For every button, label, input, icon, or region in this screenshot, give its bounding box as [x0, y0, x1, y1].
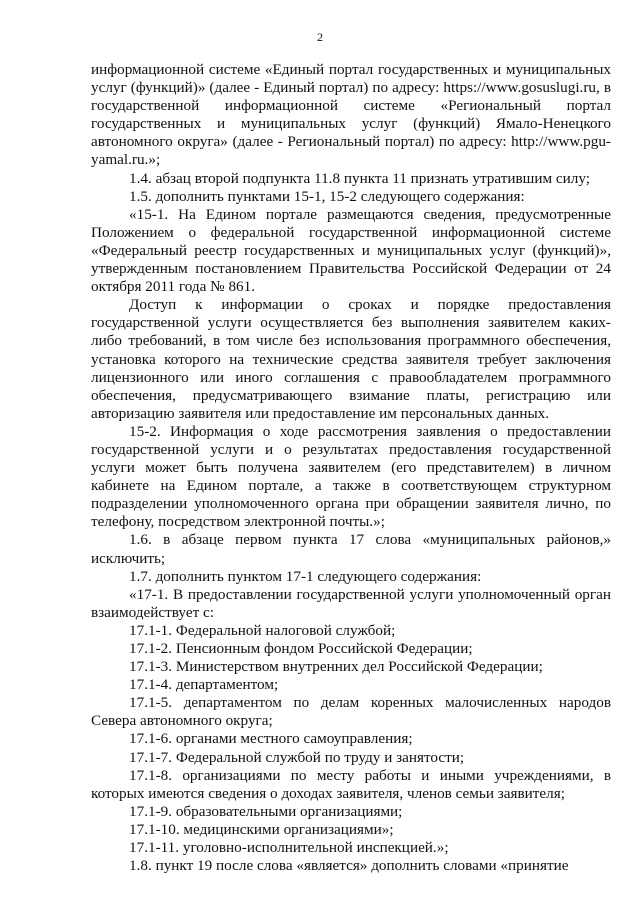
list-item: 17.1-7. Федеральной службой по труду и занятости;	[129, 748, 465, 766]
list-item: 17.1-6. органами местного самоуправления;	[129, 730, 413, 748]
list-item: 17.1-2. Пенсионным фондом Российской Федерации;	[129, 640, 473, 657]
list-item: 17.1-3. Министерством внутренних дел Российской Федерации;	[129, 658, 543, 676]
list-item: 17.1-11. уголовно-исполнительной инспекцией.»;	[129, 839, 449, 857]
list-item: 17.1-9. образовательными организациями;	[129, 802, 403, 820]
paragraph: 1.4. абзац второй подпункта 11.8 пункта 11 признать утратившим силу;	[129, 169, 590, 187]
paragraph: Доступ к информации о сроках и порядке предоставления государственной услуги осуществляется без выполнения заявителем каких-либо требований, в том числе без использования программного обеспечения, установка которого на технические средства заявителя требует заключения лицензионного или иного соглашения с правообладателем программного обеспечения, предусматривающего взимание платы, регистрацию или авторизацию заявителя или предоставление им персональных данных.	[91, 296, 611, 422]
paragraph: «15-1. На Едином портале размещаются сведения, предусмотренные Положением о федеральной государственной информационной системе «Федеральный реестр государственных и муниципальных услуг (функций)», утвержденным постановлением Правительства Российской Федерации от 24 октября 2011 года № 861.	[91, 205, 611, 296]
paragraph: информационной системе «Единый портал государственных и муниципальных услуг (функций)» (далее - Единый портал) по адресу: https://www.gosuslugi.ru, в государственной информационной системе «Региональный портал государственных и муниципальных услуг (функций) Ямало-Ненецкого автономного округа» (далее - Региональный портал) по адресу: http://www.pgu-yamal.ru.»;	[91, 61, 611, 169]
paragraph: 1.7. дополнить пунктом 17-1 следующего содержания:	[129, 567, 482, 585]
paragraph: 15-2. Информация о ходе рассмотрения заявления о предоставлении государственной услуги и о результатах предоставления государственной услуги может быть получена заявителем (его представителем) в личном кабинете на Едином портале, а также в соответствующем структурном подразделении уполномоченного органа при обращении заявителя лично, по телефону, посредством электронной почты.»;	[91, 422, 611, 531]
list-item: 17.1-5. департаментом по делам коренных малочисленных народов Севера автономного округа;	[91, 694, 611, 730]
paragraph: «17-1. В предоставлении государственной услуги уполномоченный орган взаимодействует с:	[91, 585, 611, 621]
document-body	[91, 61, 611, 875]
list-item: 17.1-4. департаментом;	[129, 676, 279, 694]
list-item: 17.1-1. Федеральной налоговой службой;	[129, 621, 396, 639]
list-item: 17.1-10. медицинскими организациями»;	[129, 820, 394, 838]
paragraph: 1.8. пункт 19 после слова «является» дополнить словами «принятие	[129, 857, 569, 875]
paragraph: 1.6. в абзаце первом пункта 17 слова «муниципальных районов,» исключить;	[91, 531, 611, 567]
paragraph: 1.5. дополнить пунктами 15-1, 15-2 следующего содержания:	[129, 187, 525, 205]
list-item: 17.1-8. организациями по месту работы и иными учреждениями, в которых имеются сведения о доходах заявителя, членов семьи заявителя;	[91, 766, 611, 802]
page-number: 2	[317, 30, 323, 44]
